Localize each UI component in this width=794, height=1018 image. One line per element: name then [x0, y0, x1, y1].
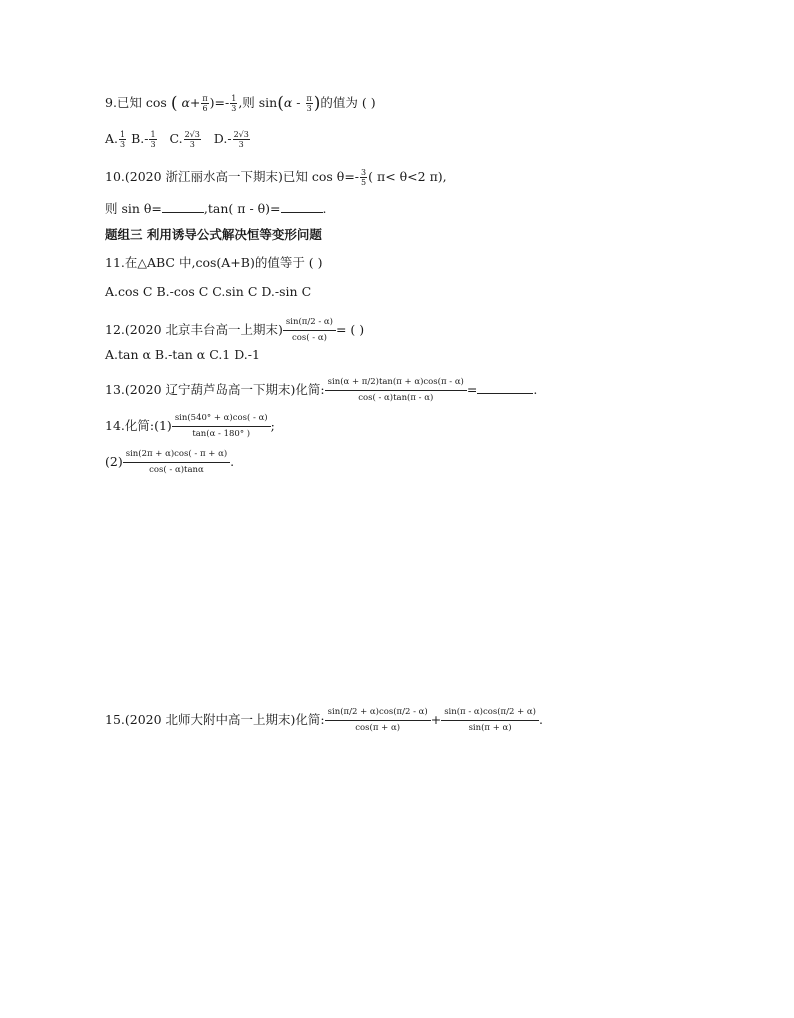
q9-mid: ,则 sin — [238, 95, 278, 110]
q13-eq: = — [466, 382, 478, 397]
question-9-options — [105, 130, 251, 149]
q10-text-start: 10.(2020 浙江丽水高一下期末)已知 cos θ=- — [105, 169, 360, 184]
q9-open-paren-2: ( — [277, 93, 284, 114]
question-9-stem — [105, 94, 376, 113]
q10-text-end: ( π< θ<2 π), — [368, 169, 447, 184]
q15-fraction-1 — [325, 706, 431, 735]
q15-numerator-1: sin(π/2 + α)cos(π/2 - α) — [325, 706, 431, 721]
question-15-stem — [105, 706, 543, 735]
question-11-stem: 11.在△ABC 中,cos(A+B)的值等于 ( ) — [105, 255, 323, 270]
q15-denominator-2: sin(π + α) — [468, 723, 512, 733]
q12-numerator: sin(π/2 - α) — [283, 316, 336, 331]
q9-optC-den: 3 — [189, 140, 195, 149]
q9-option-c: C. — [169, 131, 183, 146]
section-3-heading: 题组三 利用诱导公式解决恒等变形问题 — [105, 227, 322, 242]
q9-optC-num: 2√3 — [184, 130, 200, 139]
q9-eq: )=- — [209, 95, 230, 110]
q9-frac3-num: π — [306, 94, 312, 103]
q14-end-1: ; — [270, 418, 275, 433]
q9-frac-1-3 — [230, 94, 237, 113]
q9-frac-pi-3 — [306, 94, 313, 113]
q9-frac2-num: 1 — [231, 94, 237, 103]
q14-fraction-2 — [123, 448, 230, 477]
q12-text-start: 12.(2020 北京丰台高一上期末) — [105, 322, 283, 337]
q9-optB-den: 3 — [150, 140, 156, 149]
q15-plus: + — [430, 712, 442, 727]
q13-answer-blank[interactable] — [477, 381, 533, 394]
q10-answer-blank-2[interactable] — [281, 200, 323, 213]
q10-end: . — [322, 201, 327, 216]
q14-part2-label: (2) — [105, 454, 123, 469]
q9-frac1-den: 6 — [202, 104, 208, 113]
question-12-stem — [105, 316, 364, 345]
q14-denominator-1: tan(α - 180° ) — [192, 429, 251, 439]
q9-frac-pi-6 — [201, 94, 208, 113]
q9-frac3-den: 3 — [306, 104, 312, 113]
question-14-part1 — [105, 412, 275, 441]
q9-alpha: α+ — [181, 95, 201, 110]
q10-answer-blank-1[interactable] — [162, 200, 204, 213]
q15-denominator-1: cos(π + α) — [355, 723, 401, 733]
q9-option-a: A. — [105, 131, 119, 146]
q12-text-end: = ( ) — [335, 322, 365, 337]
q10-frac-num: 3 — [361, 168, 367, 177]
q9-option-c-frac — [184, 130, 201, 149]
q9-option-a-frac — [119, 130, 126, 149]
q15-numerator-2: sin(π - α)cos(π/2 + α) — [441, 706, 539, 721]
q9-optA-num: 1 — [120, 130, 126, 139]
q12-denominator: cos( - α) — [292, 333, 327, 343]
q14-numerator-1: sin(540° + α)cos( - α) — [172, 412, 271, 427]
q9-optD-num: 2√3 — [233, 130, 249, 139]
q9-text-start: 9.已知 cos — [105, 95, 167, 110]
q9-option-d: D.- — [213, 131, 232, 146]
q14-fraction-1 — [172, 412, 271, 441]
q13-fraction — [325, 376, 467, 405]
q12-fraction — [283, 316, 336, 345]
question-10-line1 — [105, 168, 447, 187]
q14-denominator-2: cos( - α)tanα — [149, 465, 204, 475]
question-13-stem — [105, 376, 537, 405]
question-12-options: A.tan α B.-tan α C.1 D.-1 — [105, 347, 260, 362]
q15-text-start: 15.(2020 北师大附中高一上期末)化简: — [105, 712, 325, 727]
q9-option-b: B.- — [131, 131, 149, 146]
question-10-line2 — [105, 200, 327, 218]
q9-close-paren-2: ) — [313, 93, 321, 114]
q10-frac-den: 5 — [361, 178, 367, 187]
q13-denominator: cos( - α)tan(π - α) — [358, 393, 434, 403]
q9-option-b-frac — [149, 130, 156, 149]
q15-fraction-2 — [441, 706, 539, 735]
q9-open-paren: ( — [170, 93, 178, 114]
q14-end-2: . — [230, 454, 235, 469]
q9-option-d-frac — [233, 130, 250, 149]
q13-numerator: sin(α + π/2)tan(π + α)cos(π - α) — [325, 376, 467, 391]
q9-end: 的值为 ( ) — [320, 95, 376, 110]
q10-tan-label: ,tan( π - θ)= — [203, 201, 281, 216]
q9-frac2-den: 3 — [231, 104, 237, 113]
q10-frac-3-5 — [360, 168, 367, 187]
q10-sin-label: 则 sin θ= — [105, 201, 162, 216]
question-14-part2 — [105, 448, 234, 477]
q9-frac1-num: π — [202, 94, 208, 103]
q9-optB-num: 1 — [150, 130, 156, 139]
q14-text-start: 14.化简:(1) — [105, 418, 172, 433]
q15-end: . — [538, 712, 543, 727]
q9-optD-den: 3 — [238, 140, 244, 149]
q13-end-dot: . — [533, 382, 538, 397]
q9-alpha-2: α - — [283, 95, 301, 110]
question-11-options: A.cos C B.-cos C C.sin C D.-sin C — [105, 284, 312, 299]
q14-numerator-2: sin(2π + α)cos( - π + α) — [123, 448, 230, 463]
q9-optA-den: 3 — [120, 140, 126, 149]
q13-text-start: 13.(2020 辽宁葫芦岛高一下期末)化简: — [105, 382, 325, 397]
